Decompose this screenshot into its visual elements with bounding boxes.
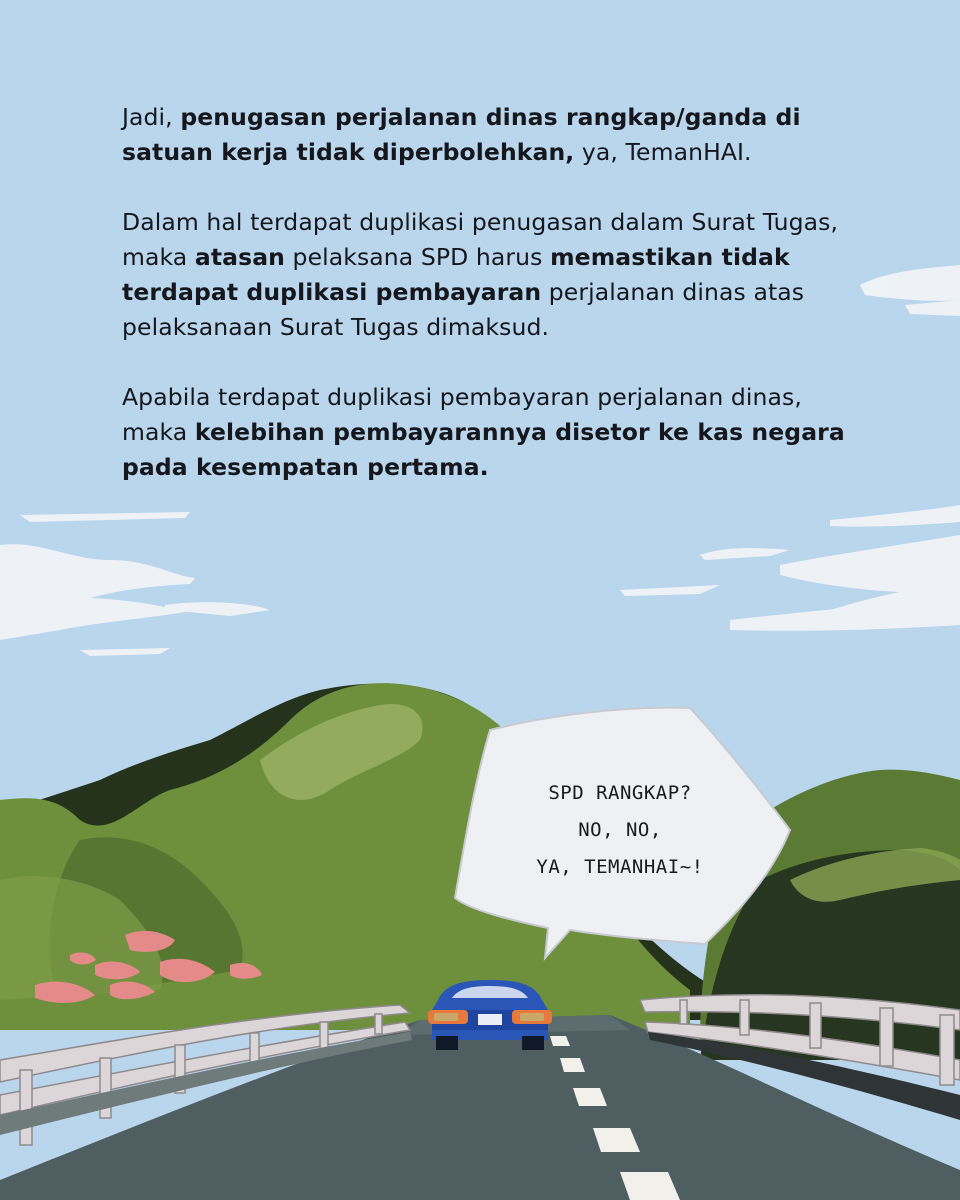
car xyxy=(428,980,552,1050)
speech-bubble-text xyxy=(490,775,750,886)
p2-bold-1: atasan xyxy=(194,243,285,271)
p2-text-2: pelaksana SPD harus xyxy=(284,243,551,271)
p1-text-2: ya, TemanHAI. xyxy=(574,138,752,166)
paragraph-2 xyxy=(122,205,852,345)
main-text xyxy=(122,100,852,520)
paragraph-3 xyxy=(122,380,852,485)
p2-text-3: perjalanan dinas atas pelaksanaan Surat Tugas dimaksud. xyxy=(122,278,805,341)
p1-text-1: Jadi, xyxy=(122,103,181,131)
p2-bold-2: memastikan tidak terdapat duplikasi pembayaran xyxy=(122,243,790,306)
bubble-line-3: YA, TEMANHAI~! xyxy=(536,856,704,878)
bubble-line-2: NO, NO, xyxy=(578,819,662,841)
bubble-line-1: SPD RANGKAP? xyxy=(548,782,692,804)
paragraph-1 xyxy=(122,100,852,170)
p3-text-1: Apabila terdapat duplikasi pembayaran perjalanan dinas, maka xyxy=(122,383,802,446)
p3-bold-1: kelebihan pembayarannya disetor ke kas negara pada kesempatan pertama. xyxy=(122,418,845,481)
p1-bold-1: penugasan perjalanan dinas rangkap/ganda di satuan kerja tidak diperbolehkan, xyxy=(122,103,801,166)
p2-text-1: Dalam hal terdapat duplikasi penugasan dalam Surat Tugas, maka xyxy=(122,208,839,271)
